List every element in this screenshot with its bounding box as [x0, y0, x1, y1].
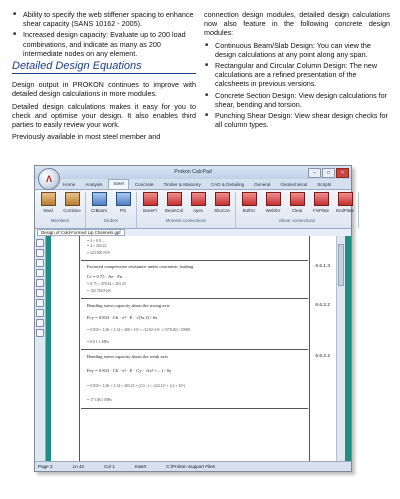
paragraph: Design output in PROKON continues to improve with detailed design calculations in more modules.	[12, 80, 196, 99]
zoom-in-icon[interactable]	[36, 239, 44, 247]
ribbon	[35, 190, 354, 229]
list-item: ■ Rectangular and Circular Column Design: The new calculations are a refined presentation of the calcsheets in previous versions.	[204, 61, 390, 89]
row-divider	[81, 298, 308, 299]
shucon-button[interactable]: ShuCon	[212, 192, 232, 216]
tab-home[interactable]: Home	[63, 182, 76, 187]
status-bar	[35, 461, 351, 471]
ribbon-group-shear-connections	[236, 192, 359, 228]
ribbon-group-girders	[86, 192, 137, 228]
document-tab[interactable]: Design of Cold-Formed Lip Channels.gpf	[37, 229, 125, 236]
zoom-out-icon[interactable]	[36, 249, 44, 257]
pan-icon[interactable]	[36, 269, 44, 277]
crbeam-button[interactable]: CrBeam	[89, 192, 109, 216]
maximize-icon[interactable]: □	[322, 168, 335, 178]
crane-beam-icon	[92, 192, 107, 206]
beam-column-icon	[167, 192, 182, 206]
zoom-fit-icon[interactable]	[36, 259, 44, 267]
splice-icon	[215, 192, 230, 206]
fin-plate-icon	[314, 192, 329, 206]
editor-area	[35, 236, 351, 462]
row-divider	[81, 260, 308, 261]
apex-icon	[191, 192, 206, 206]
clause-ref: 6.6.2.2	[315, 303, 330, 308]
beamcol-button[interactable]: BeamCol	[164, 192, 184, 216]
pg-button[interactable]: PG	[113, 192, 133, 216]
table-icon[interactable]	[36, 319, 44, 327]
text-icon[interactable]	[36, 289, 44, 297]
list-item: ■ Punching Shear Design: View shear design checks for all column types.	[204, 111, 390, 129]
application-menu-button[interactable]	[38, 168, 60, 190]
select-icon[interactable]	[36, 279, 44, 287]
row-divider	[81, 349, 308, 350]
end-plate-icon	[338, 192, 353, 206]
paragraph: connection design modules, detailed design calculations now also feature in the following concrete design modules:	[204, 10, 390, 38]
calc-line: = 0.75 × 478.24 × 203.23	[87, 282, 126, 286]
calc-line: = 0.0 1.1 MPa	[87, 340, 109, 344]
window-titlebar	[35, 166, 351, 179]
minimize-icon[interactable]: –	[308, 168, 321, 178]
boltgr-button[interactable]: BoltGr	[239, 192, 259, 216]
tab-geotechnical[interactable]: Geotechnical	[280, 182, 308, 187]
apex-button[interactable]: Apex	[188, 192, 208, 216]
base-plate-icon	[143, 192, 158, 206]
status-page: Page 2	[38, 464, 53, 469]
status-path: C:\Prokon Support Files	[166, 464, 216, 469]
paragraph: Detailed design calculations makes it easy for you to check and optimise your design. It also enables third parties to easily review your work.	[12, 101, 196, 130]
cleat-icon	[290, 192, 305, 206]
tab-cad-detailing[interactable]: CAD & Detailing	[210, 182, 245, 187]
calc-line: = 102 763.8 kN	[87, 289, 111, 293]
calc-line: = 223.005 N/N	[87, 251, 110, 255]
ribbon-tabs	[35, 179, 351, 190]
row-divider	[81, 408, 308, 409]
calc-heading: Bending stress capacity about the weak axis	[87, 354, 168, 359]
status-line: Ln 42	[72, 464, 85, 469]
page-border-right	[345, 236, 351, 462]
tab-timber-masonry[interactable]: Timber & Masonry	[163, 182, 201, 187]
calc-line: Fey = 0.833 · Cb · π² · E · Cy · √(x² + ...) / Sy	[87, 368, 172, 373]
paragraph: Previously available in most steel member and	[12, 132, 161, 142]
group-label: Shear connections	[278, 218, 316, 223]
group-label: Members	[50, 218, 70, 223]
equation-icon[interactable]	[36, 299, 44, 307]
scrollbar-thumb[interactable]	[338, 244, 344, 286]
vertical-scrollbar[interactable]	[336, 236, 345, 462]
clause-ref: 6.6.2.2	[315, 354, 330, 359]
close-icon[interactable]: ×	[336, 168, 349, 178]
image-icon[interactable]	[36, 309, 44, 317]
column-rule	[309, 236, 310, 462]
endplate-button[interactable]: EndPlate	[335, 192, 355, 216]
plate-girder-icon	[116, 192, 131, 206]
calc-heading: Bending stress capacity about the strong axis	[87, 303, 170, 308]
left-column	[12, 10, 196, 144]
list-item: ■ Increased design capacity: Evaluate up to 200 load combinations, and indicate as many as 200 intermediate nodes on any element.	[12, 30, 196, 58]
print-icon[interactable]	[36, 329, 44, 337]
tab-concrete[interactable]: Concrete	[134, 182, 154, 187]
cleat-button[interactable]: Cleat	[287, 192, 307, 216]
calc-line: = 4 × 202.22	[87, 244, 107, 248]
list-item: ■ Concrete Section Design: View design calculations for shear, bending and torsion.	[204, 91, 390, 109]
right-column	[204, 10, 390, 131]
combine-icon	[65, 192, 80, 206]
calc-line: = 0.833 × 1.06 × 3.14 × 203.23 × (2.0...) × √(22.12² + 2.4 × 10⁶)	[87, 384, 185, 388]
ribbon-group-members	[35, 192, 86, 228]
tab-general[interactable]: General	[254, 182, 271, 187]
weldgr-button[interactable]: WeldGr	[263, 192, 283, 216]
vertical-toolbar	[35, 236, 46, 462]
column-rule	[79, 236, 80, 462]
list-item: ■ Ability to specify the web stiffener spacing to enhance shear capacity (SANS 10162 - 2005).	[12, 10, 196, 28]
section-heading: Detailed Design Equations	[12, 62, 196, 74]
status-col: Col 1	[104, 464, 115, 469]
calc-line: = 4 × 0.0 ...	[87, 239, 105, 243]
window-controls	[308, 168, 349, 178]
ribbon-group-moment-connections	[137, 192, 236, 228]
calc-line: Cr = 0.75 · Ae · Fn	[87, 274, 123, 279]
prokon-logo-icon: Λ	[45, 174, 52, 184]
tab-scripts[interactable]: Scripts	[317, 182, 332, 187]
basefl-button[interactable]: BaseFl	[140, 192, 160, 216]
calc-line: = 17 148.1 MPa	[87, 398, 112, 402]
bolt-group-icon	[242, 192, 257, 206]
steel-member-icon	[41, 192, 56, 206]
calc-line: = 0.833 × 1.06 × 3.14 × 200 × 10³ × √(2.02×10⁶ × 1578.40) / 47689	[87, 328, 191, 332]
feature-list-left	[12, 10, 196, 58]
calc-page[interactable]	[51, 236, 336, 462]
weld-group-icon	[266, 192, 281, 206]
stwd-button[interactable]: Stwd	[38, 192, 58, 216]
group-label: Moment connections	[165, 218, 207, 223]
window-title: Prokon CalcPad	[174, 169, 212, 175]
calc-line: Fcy = 0.833 · Cb · π² · E · √(Ix·J) / Sx	[87, 315, 158, 320]
finplate-button[interactable]: FinPlate	[311, 192, 331, 216]
calc-heading: Factored compressive resistance under concentric loading	[87, 264, 194, 269]
tab-steel[interactable]: Steel	[108, 179, 128, 189]
tab-analysis[interactable]: Analysis	[85, 182, 103, 187]
status-mode: Insert	[134, 464, 147, 469]
clause-ref: 6.6.1.3	[315, 264, 330, 269]
list-item: ■ Continuous Beam/Slab Design: You can view the design calculations at any point along any span.	[204, 41, 390, 59]
calcpad-window	[34, 165, 352, 472]
combine-button[interactable]: Combine	[62, 192, 82, 216]
group-label: Girders	[103, 218, 119, 223]
feature-list-right	[204, 41, 390, 130]
